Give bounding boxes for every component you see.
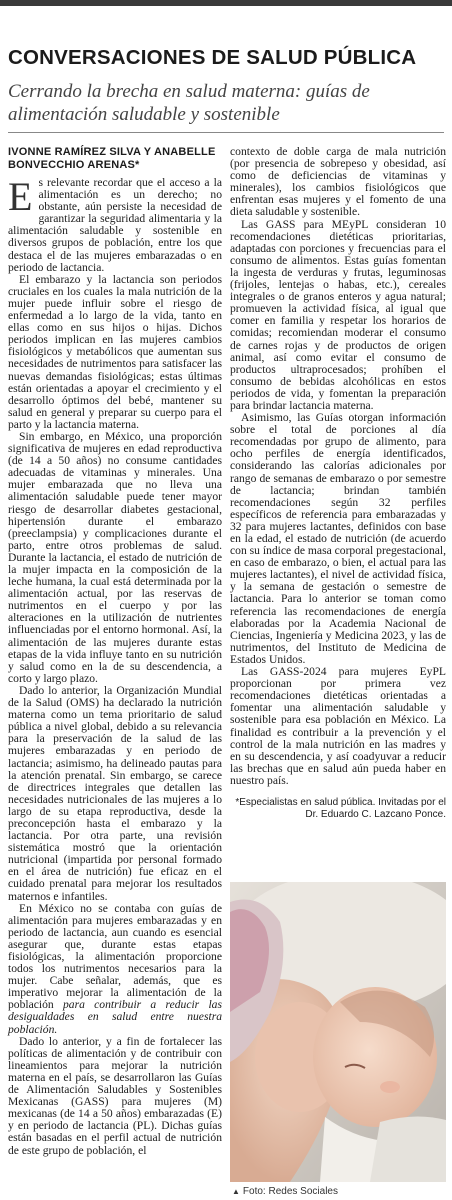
paragraph-4: Dado lo anterior, la Organización Mundial de la Salud (OMS) ha declarado la nutrición materna como un tema prioritario de salud pública a nivel global, debido a su relevancia para la preservación de la salud de las mujeres embarazadas y en periodo de lactancia; asimismo, ha delineado pautas para la atención prenatal. Sin embargo, se carece de directrices integrales que detallen las necesidades nutricionales de las mujeres a lo largo de su etapa reproductiva, desde la preconcepción hasta el embarazo y la lactancia. Por otra parte, una revisión sistemática mostró que la orientación nutricional (impartida por personal formado en el área de nutrición) fue eficaz en el cuidado prenatal para mejorar los resultados maternos e infantiles. xyxy=(8,683,222,903)
author-footnote: *Especialistas en salud pública. Invitadas por el Dr. Eduardo C. Lazcano Ponce. xyxy=(235,796,446,820)
mother-baby-photo xyxy=(230,882,446,1182)
column-right xyxy=(230,146,446,821)
paragraph-6: Dado lo anterior, y a fin de fortalecer las políticas de alimentación y de contribuir con lineamientos para mejorar la nutrición materna en el país, se desarrollaron las Guías de Alimentación Saludables y Sostenibles Mexicanas (GASS) para mujeres (M) mexicanas (de 14 a 50 años) embarazadas (E) y en periodo de lactancia (PL). Dichas guías están basadas en el perfil actual de nutrición de este grupo de población, el xyxy=(8,1034,222,1157)
photo-caption xyxy=(232,1186,338,1197)
article-page xyxy=(6,6,446,1200)
paragraph-7: contexto de doble carga de mala nutrición (por presencia de sobrepeso y obesidad, así como de deficiencias de vitaminas y minerales), los cambios fisiológicos que enfrentan esas mujeres y el fomento de una dieta saludable y sostenible. xyxy=(230,145,446,219)
italic-phrase: para contribuir a reducir las desigualdades en salud entre nuestra población. xyxy=(8,998,222,1036)
title-divider xyxy=(8,132,444,133)
section-title: CONVERSACIONES DE SALUD PÚBLICA xyxy=(8,46,417,69)
caret-up-icon: ▲ xyxy=(232,1187,240,1196)
column-left xyxy=(8,146,222,1157)
paragraph-8: Las GASS para MEyPL consideran 10 recomendaciones dietéticas prioritarias, adaptadas con porciones y frecuencias para el consumo de alimentos. Estas guías fomentan la ingesta de verduras y frutas, leguminosas (frijoles, lentejas o habas, etc.), cereales integrales o de granos enteros y agua natural; promueven la actividad física, al igual que comer en familia y respetar los horarios de comidas; recomiendan moderar el consumo de carnes rojas y de productos de origen animal, así como evitar el consumo de productos ultraprocesados; prohíben el consumo de bebidas alcohólicas en estos periodos de vida, y fomentan la preparación para brindar lactancia materna. xyxy=(230,217,446,412)
paragraph-2: El embarazo y la lactancia son periodos cruciales en los cuales la mala nutrición de la mujer puede influir sobre el riesgo de enfermedad a lo largo de la vida, tanto en ellas como en sus hijos o hijas. Dichos periodos implican en las mujeres cambios fisiológicos y metabólicos que aumentan sus necesidades de nutrimentos para satisfacer las nuevas demandas fisiológicas; estas últimas están orientadas a apoyar el crecimiento y el desarrollo óptimos del bebé, mantener su salud en general y preparar su cuerpo para el parto y la lactancia materna. xyxy=(8,272,222,431)
paragraph-text: En México no se contaba con guías de alimentación para mujeres embarazadas y en periodo de lactancia, aun cuando es esencial asegurar que, durante estas etapas fisiológicas, la alimentación proporcione todos los nutrimentos necesarios para la mujer. Cabe señalar, además, que es imperativo mejorar la alimentación de la población xyxy=(8,901,222,1012)
paragraph-text: s relevante recordar que el acceso a la alimentación es un derecho; no obstante, aún persiste la necesidad de garantizar la seguridad alimentaria y la alimentación saludable y sostenible en diversos grupos de población, entre los que destaca el de las mujeres embarazadas o en periodo de lactancia. xyxy=(8,176,222,274)
article-subtitle: Cerrando la brecha en salud materna: guías de alimentación saludable y sostenible xyxy=(8,81,370,125)
drop-cap: E xyxy=(8,174,33,219)
article-photo xyxy=(230,882,446,1182)
paragraph-9: Asimismo, las Guías otorgan información sobre el total de porciones al día recomendadas por grupo de alimento, para ocho perfiles de energía identificados, considerando las calorías adicionales por rango de semanas de embarazo o por semestre de lactancia; brindan también recomendaciones según 32 perfiles específicos de referencia para embarazadas y 32 para mujeres lactantes, definidos con base en la edad, el estado de nutrición (de acuerdo con su índice de masa corporal pregestacional, en caso de embarazo, o bien, el actual para las mujeres lactantes), el nivel de actividad física, y la semana de gestación o semestre de lactancia. Para lo anterior se toman como referencia las recomendaciones de energía elaboradas por la Academia Nacional de Ciencias, Ingeniería y Medicina 2023, y las de nutrimentos, del Instituto de Medicina de Estados Unidos. xyxy=(230,411,447,666)
paragraph-1 xyxy=(8,174,222,274)
paragraph-3: Sin embargo, en México, una proporción significativa de mujeres en edad reproductiva (de 14 a 50 años) no consume cantidades adecuadas de vitaminas y minerales. Una mujer embarazada que no lleva una alimentación saludable puede tener mayor riesgo de desarrollar diabetes gestacional, hipertensión durante el embarazo (preeclampsia) y complicaciones durante el parto, entre otros problemas de salud. Durante la lactancia, el estado de nutrición de la mujer impacta en la composición de la leche humana, la cual está determinada por la alimentación actual, por las reservas de nutrimentos en el cuerpo y por las alteraciones en la utilización de nutrientes influenciadas por el entorno hormonal. Así, la alimentación de las mujeres durante estas etapas de la vida influye tanto en su nutrición y salud como en la de su descendencia, a corto y largo plazo. xyxy=(8,429,222,685)
photo-caption-text: Foto: Redes Sociales xyxy=(242,1186,338,1197)
paragraph-10: Las GASS-2024 para mujeres EyPL proporcionan por primera vez recomendaciones dietéticas orientadas a fomentar una alimentación saludable y sostenible para esa población en México. La finalidad es contribuir a la prevención y el control de la mala nutrición en las madres y en su descendencia, y así coadyuvar a reducir las brechas que en salud aún pueda haber en nuestro país. xyxy=(230,665,446,787)
paragraph-5 xyxy=(8,903,222,1036)
byline: IVONNE RAMÍREZ SILVA Y ANABELLE BONVECCHIO ARENAS* xyxy=(8,146,216,171)
